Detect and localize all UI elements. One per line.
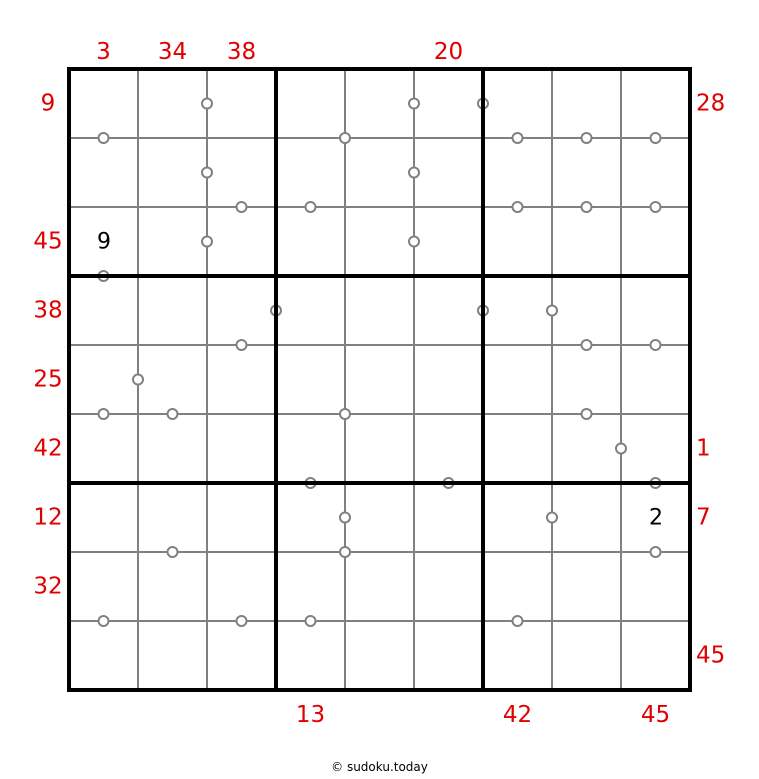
grid-cell[interactable]: [486, 624, 549, 687]
grid-cell[interactable]: [210, 486, 273, 549]
grid-cell[interactable]: [141, 279, 204, 342]
grid-cell[interactable]: [348, 72, 411, 135]
clue-left: 42: [33, 435, 63, 462]
grid-cell[interactable]: [72, 555, 135, 618]
grid-cell[interactable]: [417, 210, 480, 273]
clue-right: 28: [696, 90, 726, 117]
grid-cell[interactable]: [555, 417, 618, 480]
grid-cell[interactable]: [72, 624, 135, 687]
grid-cell[interactable]: [72, 486, 135, 549]
grid-cell[interactable]: [210, 141, 273, 204]
grid-cell[interactable]: [72, 279, 135, 342]
grid-cell[interactable]: [486, 555, 549, 618]
grid-cell[interactable]: [210, 624, 273, 687]
grid-cell[interactable]: [348, 279, 411, 342]
grid-cell[interactable]: [279, 72, 342, 135]
clue-right: 7: [696, 504, 711, 531]
grid-cell[interactable]: [417, 141, 480, 204]
grid-cell[interactable]: [624, 72, 687, 135]
grid-cell[interactable]: [417, 624, 480, 687]
grid-cell[interactable]: [624, 417, 687, 480]
grid-cell[interactable]: [555, 141, 618, 204]
grid-cell[interactable]: [210, 417, 273, 480]
grid-cells[interactable]: [72, 72, 687, 687]
grid-cell[interactable]: [555, 486, 618, 549]
clue-top: 20: [433, 39, 464, 65]
clue-bottom: 45: [640, 702, 671, 728]
grid-cell[interactable]: [417, 279, 480, 342]
grid-cell[interactable]: [210, 348, 273, 411]
grid-cell[interactable]: [141, 210, 204, 273]
grid-cell[interactable]: [72, 417, 135, 480]
grid-cell[interactable]: [279, 417, 342, 480]
grid-cell[interactable]: [279, 141, 342, 204]
grid-cell[interactable]: [486, 417, 549, 480]
grid-cell[interactable]: [72, 348, 135, 411]
clue-left: 12: [33, 504, 63, 531]
grid-cell[interactable]: [210, 279, 273, 342]
grid-cell[interactable]: [348, 141, 411, 204]
grid-cell[interactable]: [624, 210, 687, 273]
clue-left: 45: [33, 228, 63, 255]
grid-cell[interactable]: [624, 555, 687, 618]
clue-left: 9: [40, 90, 56, 117]
given-digit: 9: [97, 229, 111, 255]
clue-left: 32: [33, 573, 63, 600]
grid-cell[interactable]: [348, 210, 411, 273]
clue-bottom: 13: [295, 702, 326, 728]
clue-right: 45: [696, 642, 726, 669]
grid-cell[interactable]: [486, 141, 549, 204]
grid-cell[interactable]: [555, 624, 618, 687]
grid-cell[interactable]: [624, 624, 687, 687]
clue-right: 1: [696, 435, 711, 462]
grid-cell[interactable]: [417, 417, 480, 480]
grid-cell[interactable]: [210, 555, 273, 618]
grid-cell[interactable]: [348, 348, 411, 411]
grid-cell[interactable]: [555, 72, 618, 135]
grid-cell[interactable]: [279, 555, 342, 618]
grid-cell[interactable]: [624, 348, 687, 411]
grid-cell[interactable]: [486, 210, 549, 273]
grid-cell[interactable]: [486, 348, 549, 411]
grid-cell[interactable]: [486, 486, 549, 549]
clue-top: 34: [157, 39, 188, 65]
grid-cell[interactable]: [555, 210, 618, 273]
clue-left: 38: [33, 297, 63, 324]
grid-cell[interactable]: [486, 279, 549, 342]
grid-cell[interactable]: [417, 348, 480, 411]
copyright-notice: © sudoku.today: [331, 760, 428, 774]
grid-cell[interactable]: [72, 72, 135, 135]
grid-cell[interactable]: [279, 210, 342, 273]
grid-cell[interactable]: [555, 555, 618, 618]
grid-cell[interactable]: [141, 348, 204, 411]
grid-cell[interactable]: [141, 72, 204, 135]
grid-cell[interactable]: [486, 72, 549, 135]
grid-cell[interactable]: [348, 486, 411, 549]
grid-cell[interactable]: [279, 279, 342, 342]
grid-cell[interactable]: [141, 141, 204, 204]
grid-cell[interactable]: [210, 210, 273, 273]
grid-cell[interactable]: [279, 348, 342, 411]
grid-cell[interactable]: [417, 486, 480, 549]
clue-top: 3: [96, 39, 111, 65]
clue-bottom: 42: [502, 702, 533, 728]
grid-cell[interactable]: [279, 624, 342, 687]
grid-cell[interactable]: [417, 555, 480, 618]
given-digit: 2: [649, 505, 663, 531]
grid-cell[interactable]: [348, 417, 411, 480]
clue-top: 38: [226, 39, 257, 65]
grid-cell[interactable]: [141, 417, 204, 480]
grid-cell[interactable]: [555, 348, 618, 411]
grid-cell[interactable]: [348, 624, 411, 687]
grid-cell[interactable]: [624, 279, 687, 342]
grid-cell[interactable]: [348, 555, 411, 618]
grid-cell[interactable]: [624, 141, 687, 204]
grid-cell[interactable]: [555, 279, 618, 342]
grid-cell[interactable]: [72, 141, 135, 204]
grid-cell[interactable]: [210, 72, 273, 135]
grid-cell[interactable]: [141, 555, 204, 618]
clue-left: 25: [33, 366, 63, 393]
grid-cell[interactable]: [417, 72, 480, 135]
grid-cell[interactable]: [141, 624, 204, 687]
grid-cell[interactable]: [279, 486, 342, 549]
grid-cell[interactable]: [141, 486, 204, 549]
